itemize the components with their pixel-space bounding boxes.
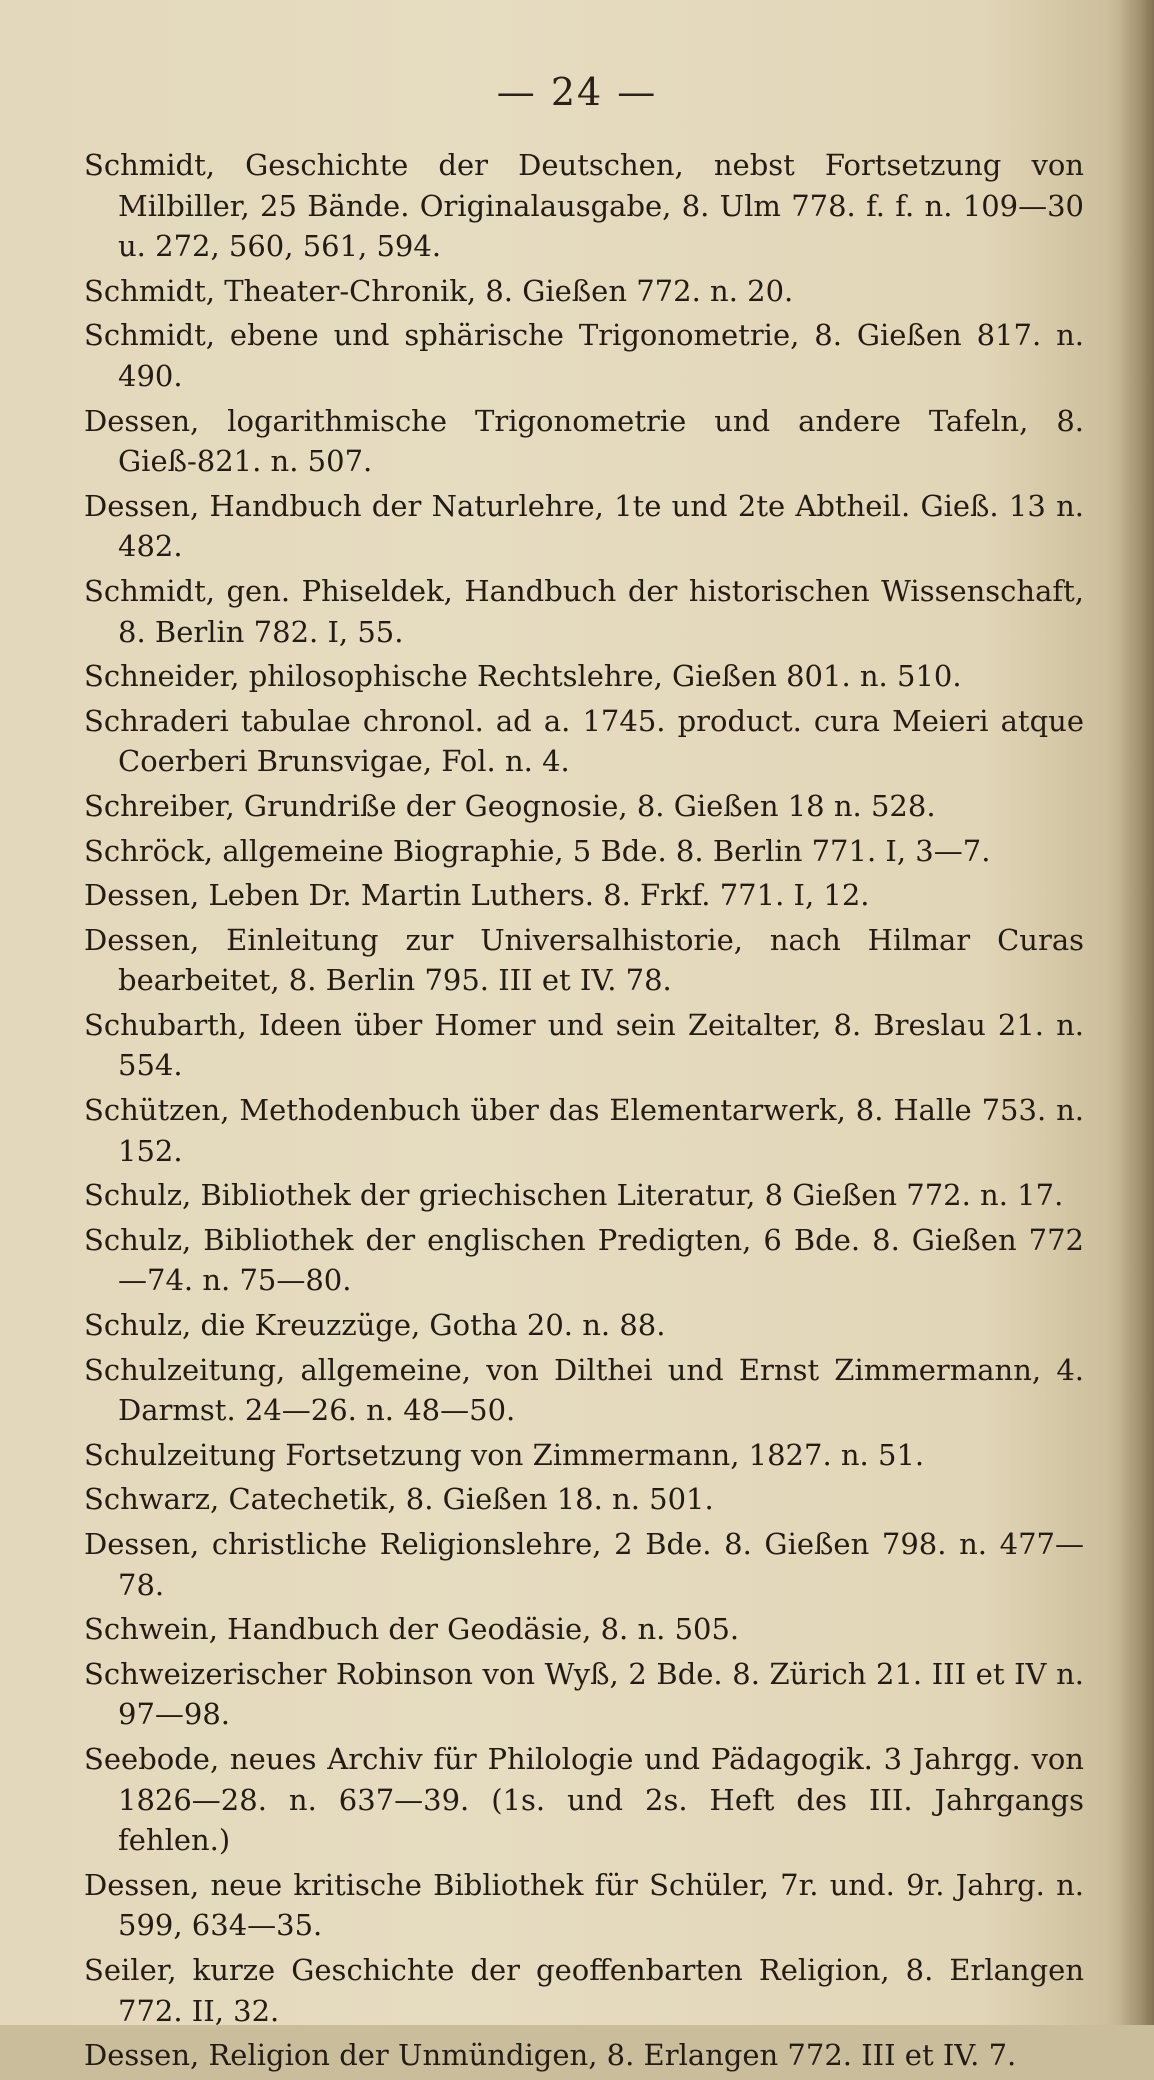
- catalog-entry: Dessen, Einleitung zur Universalhistorie, nach Hilmar Curas bearbeitet, 8. Berlin 795. III et IV. 78.: [84, 922, 1084, 998]
- catalog-entry: Schmidt, Geschichte der Deutschen, nebst Fortsetzung von Milbiller, 25 Bände. Originalausgabe, 8. Ulm 778. f. f. n. 109—30 u. 272, 560, 561, 594.: [84, 148, 1084, 264]
- catalog-entry: Schützen, Methodenbuch über das Elementarwerk, 8. Halle 753. n. 152.: [84, 1093, 1084, 1168]
- catalog-entry: Schulz, die Kreuzzüge, Gotha 20. n. 88.: [84, 1308, 666, 1343]
- catalog-entry: Schneider, philosophische Rechtslehre, Gießen 801. n. 510.: [84, 659, 962, 694]
- catalog-entry: Schwein, Handbuch der Geodäsie, 8. n. 505.: [84, 1612, 740, 1647]
- catalog-entry: Dessen, logarithmische Trigonometrie und andere Tafeln, 8. Gieß-821. n. 507.: [84, 403, 1084, 479]
- catalog-entry: Schwarz, Catechetik, 8. Gießen 18. n. 501.: [84, 1482, 714, 1517]
- catalog-entry: Schulzeitung Fortsetzung von Zimmermann, 1827. n. 51.: [84, 1437, 925, 1472]
- catalog-entry: Dessen, neue kritische Bibliothek für Schüler, 7r. und. 9r. Jahrg. n. 599, 634—35.: [84, 1867, 1084, 1943]
- catalog-entry: Seebode, neues Archiv für Philologie und Pädagogik. 3 Jahrgg. von 1826—28. n. 637—39. (1s. und 2s. Heft des III. Jahrgangs fehlen.): [84, 1741, 1084, 1858]
- catalog-entry: Schulz, Bibliothek der griechischen Literatur, 8 Gießen 772. n. 17.: [84, 1178, 1064, 1213]
- catalog-entry: Schubarth, Ideen über Homer und sein Zeitalter, 8. Breslau 21. n. 554.: [84, 1007, 1084, 1083]
- catalog-entry-list: [84, 145, 1084, 2080]
- catalog-entry: Schulzeitung, allgemeine, von Dilthei und Ernst Zimmermann, 4. Darmst. 24—26. n. 48—50.: [84, 1352, 1084, 1428]
- catalog-entry: Schröck, allgemeine Biographie, 5 Bde. 8. Berlin 771. I, 3—7.: [84, 833, 991, 868]
- catalog-entry: Schreiber, Grundriße der Geognosie, 8. Gießen 18 n. 528.: [84, 788, 936, 823]
- catalog-entry: Schulz, Bibliothek der englischen Predigten, 6 Bde. 8. Gießen 772—74. n. 75—80.: [84, 1222, 1084, 1298]
- catalog-entry: Schmidt, ebene und sphärische Trigonometrie, 8. Gießen 817. n. 490.: [84, 318, 1084, 393]
- page-spine-shadow: [1120, 0, 1154, 2025]
- catalog-entry: Schraderi tabulae chronol. ad a. 1745. product. cura Meieri atque Coerberi Brunsvigae, Fol. n. 4.: [84, 703, 1084, 779]
- catalog-entry: Schmidt, Theater-Chronik, 8. Gießen 772. n. 20.: [84, 273, 794, 308]
- catalog-entry: Schweizerischer Robinson von Wyß, 2 Bde. 8. Zürich 21. III et IV n. 97—98.: [84, 1656, 1084, 1732]
- catalog-entry: Dessen, Religion der Unmündigen, 8. Erlangen 772. III et IV. 7.: [84, 2038, 1017, 2073]
- catalog-entry: Schmidt, gen. Phiseldek, Handbuch der historischen Wissenschaft, 8. Berlin 782. I, 55.: [84, 573, 1084, 649]
- catalog-entry: Dessen, Handbuch der Naturlehre, 1te und 2te Abtheil. Gieß. 13 n. 482.: [84, 488, 1084, 564]
- page-number: — 24 —: [496, 70, 658, 114]
- catalog-entry: Seiler, kurze Geschichte der geoffenbarten Religion, 8. Erlangen 772. II, 32.: [84, 1952, 1084, 2028]
- catalog-entry: Dessen, christliche Religionslehre, 2 Bde. 8. Gießen 798. n. 477—78.: [84, 1527, 1084, 1602]
- catalog-entry: Dessen, Leben Dr. Martin Luthers. 8. Frkf. 771. I, 12.: [84, 878, 870, 913]
